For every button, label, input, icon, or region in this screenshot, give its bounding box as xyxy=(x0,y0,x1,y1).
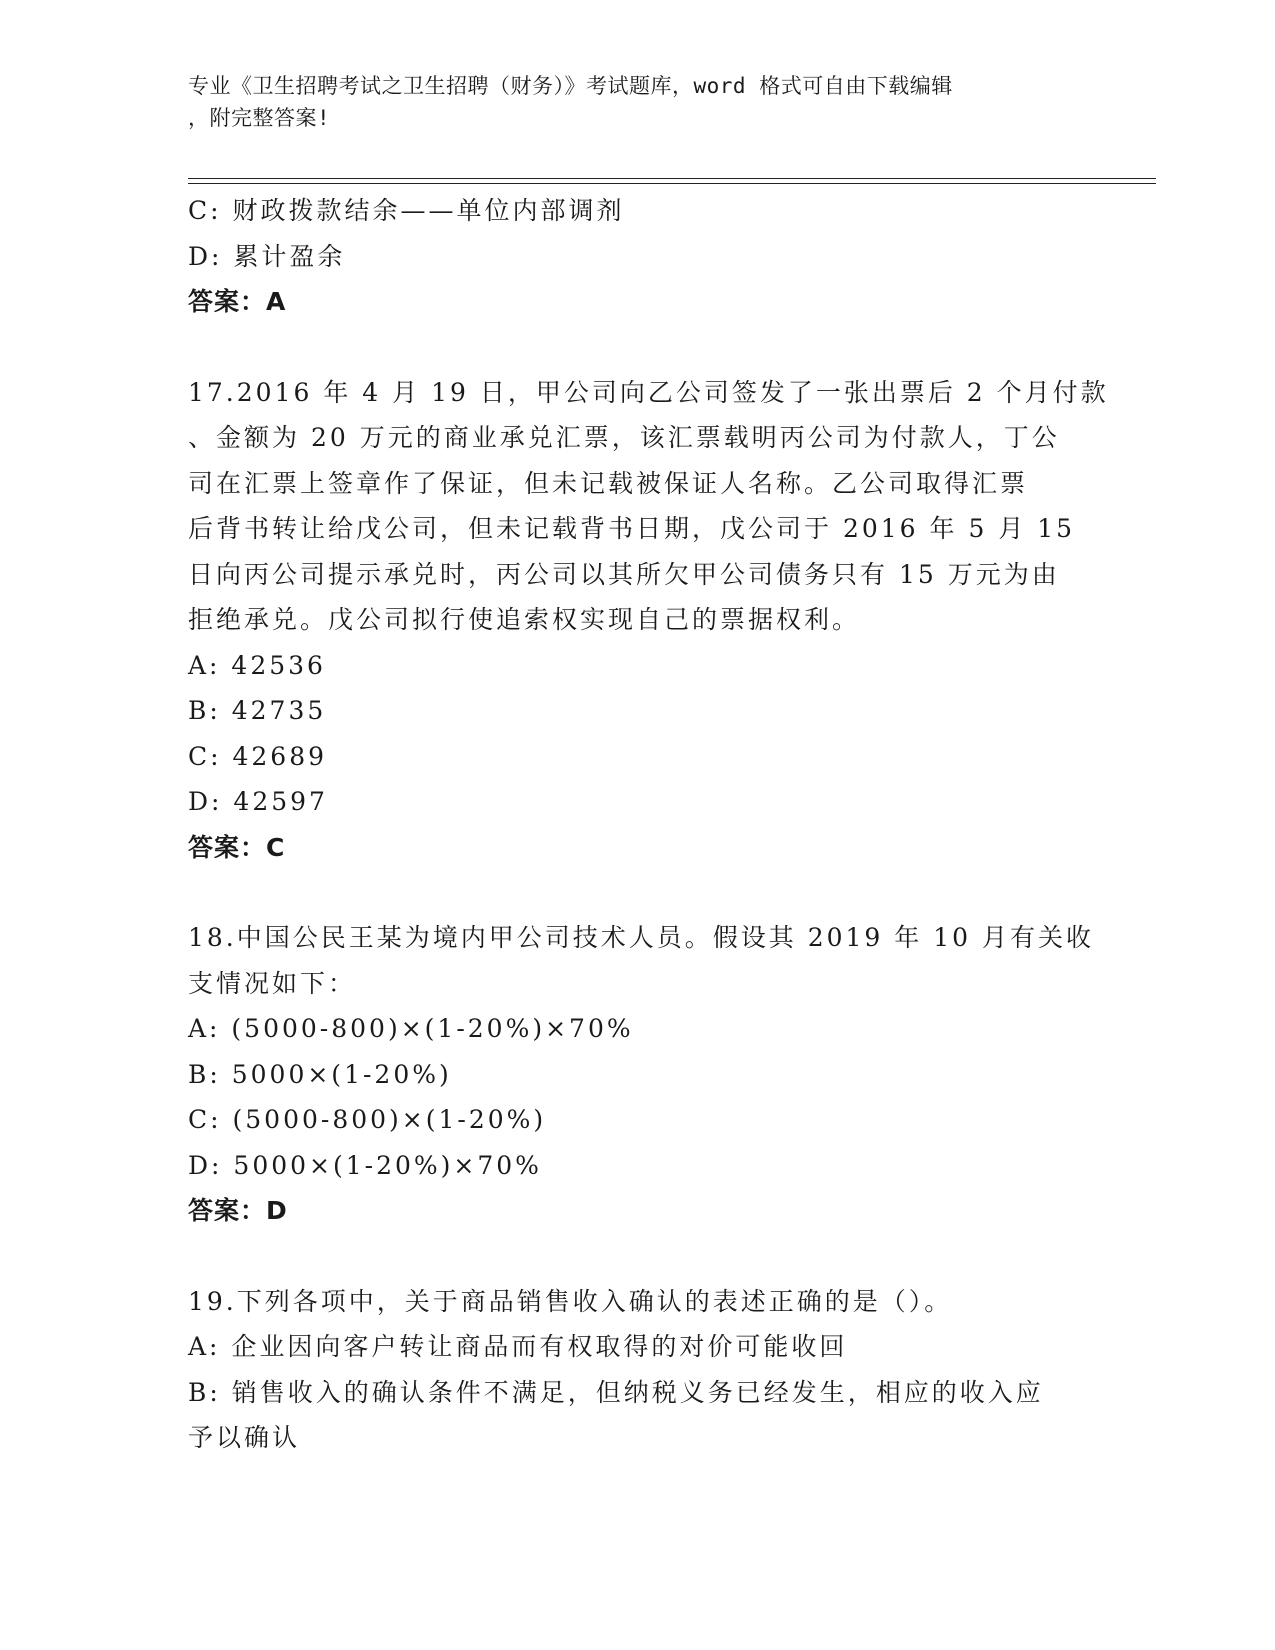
header-rule-bottom xyxy=(188,183,1156,184)
option-d: D: 累计盈余 xyxy=(188,241,346,271)
answer-line: 答案：D xyxy=(188,1196,288,1225)
option-b-continued: 予以确认 xyxy=(188,1423,301,1452)
header-line-1: 专业《卫生招聘考试之卫生招聘（财务）》考试题库，word 格式可自由下载编辑 xyxy=(188,74,953,98)
header-rule-top xyxy=(188,178,1156,179)
question-19 xyxy=(188,1279,1088,1461)
option-a: A: (5000-800)×(1-20%)×70% xyxy=(188,1014,634,1043)
option-b: B: 5000×(1-20%) xyxy=(188,1059,452,1089)
spacer xyxy=(188,870,1088,915)
header-line-2: ，附完整答案! xyxy=(188,106,331,130)
question-text-line: 17.2016 年 4 月 19 日，甲公司向乙公司签发了一张出票后 2 个月付款 xyxy=(188,377,1109,407)
option-c: C: 财政拨款结余——单位内部调剂 xyxy=(188,196,625,225)
spacer xyxy=(188,325,1088,370)
question-17 xyxy=(188,370,1109,871)
option-c: C: (5000-800)×(1-20%) xyxy=(188,1105,547,1134)
question-text-line: 司在汇票上签章作了保证，但未记载被保证人名称。乙公司取得汇票 xyxy=(188,468,1029,498)
question-text-line: 日向丙公司提示承兑时，丙公司以其所欠甲公司债务只有 15 万元为由 xyxy=(188,559,1060,589)
question-text-line: 支情况如下： xyxy=(188,968,357,998)
option-b: B: 销售收入的确认条件不满足，但纳税义务已经发生，相应的收入应 xyxy=(188,1377,1044,1407)
document-body xyxy=(188,188,1109,1461)
question-text-line: 后背书转让给戊公司，但未记载背书日期，戊公司于 2016 年 5 月 15 xyxy=(188,514,1076,543)
answer-line: 答案：C xyxy=(188,832,286,862)
option-d: D: 5000×(1-20%)×70% xyxy=(188,1150,542,1180)
document-header xyxy=(188,70,1088,134)
option-a: A: 企业因向客户转让商品而有权取得的对价可能收回 xyxy=(188,1332,848,1361)
question-text-line: 19.下列各项中，关于商品销售收入确认的表述正确的是（）。 xyxy=(188,1286,953,1316)
option-b: B: 42735 xyxy=(188,696,327,725)
question-text-line: 、金额为 20 万元的商业承兑汇票，该汇票载明丙公司为付款人，丁公 xyxy=(188,423,1060,452)
option-d: D: 42597 xyxy=(188,787,328,816)
question-text-line: 拒绝承兑。戊公司拟行使追索权实现自己的票据权利。 xyxy=(188,605,861,634)
answer-line: 答案：A xyxy=(188,287,287,316)
question-18 xyxy=(188,915,1094,1234)
spacer xyxy=(188,1234,1088,1279)
option-a: A: 42536 xyxy=(188,650,326,680)
question-text-line: 18.中国公民王某为境内甲公司技术人员。假设其 2019 年 10 月有关收 xyxy=(188,923,1094,952)
question-16-tail xyxy=(188,188,1088,325)
option-c: C: 42689 xyxy=(188,741,328,771)
